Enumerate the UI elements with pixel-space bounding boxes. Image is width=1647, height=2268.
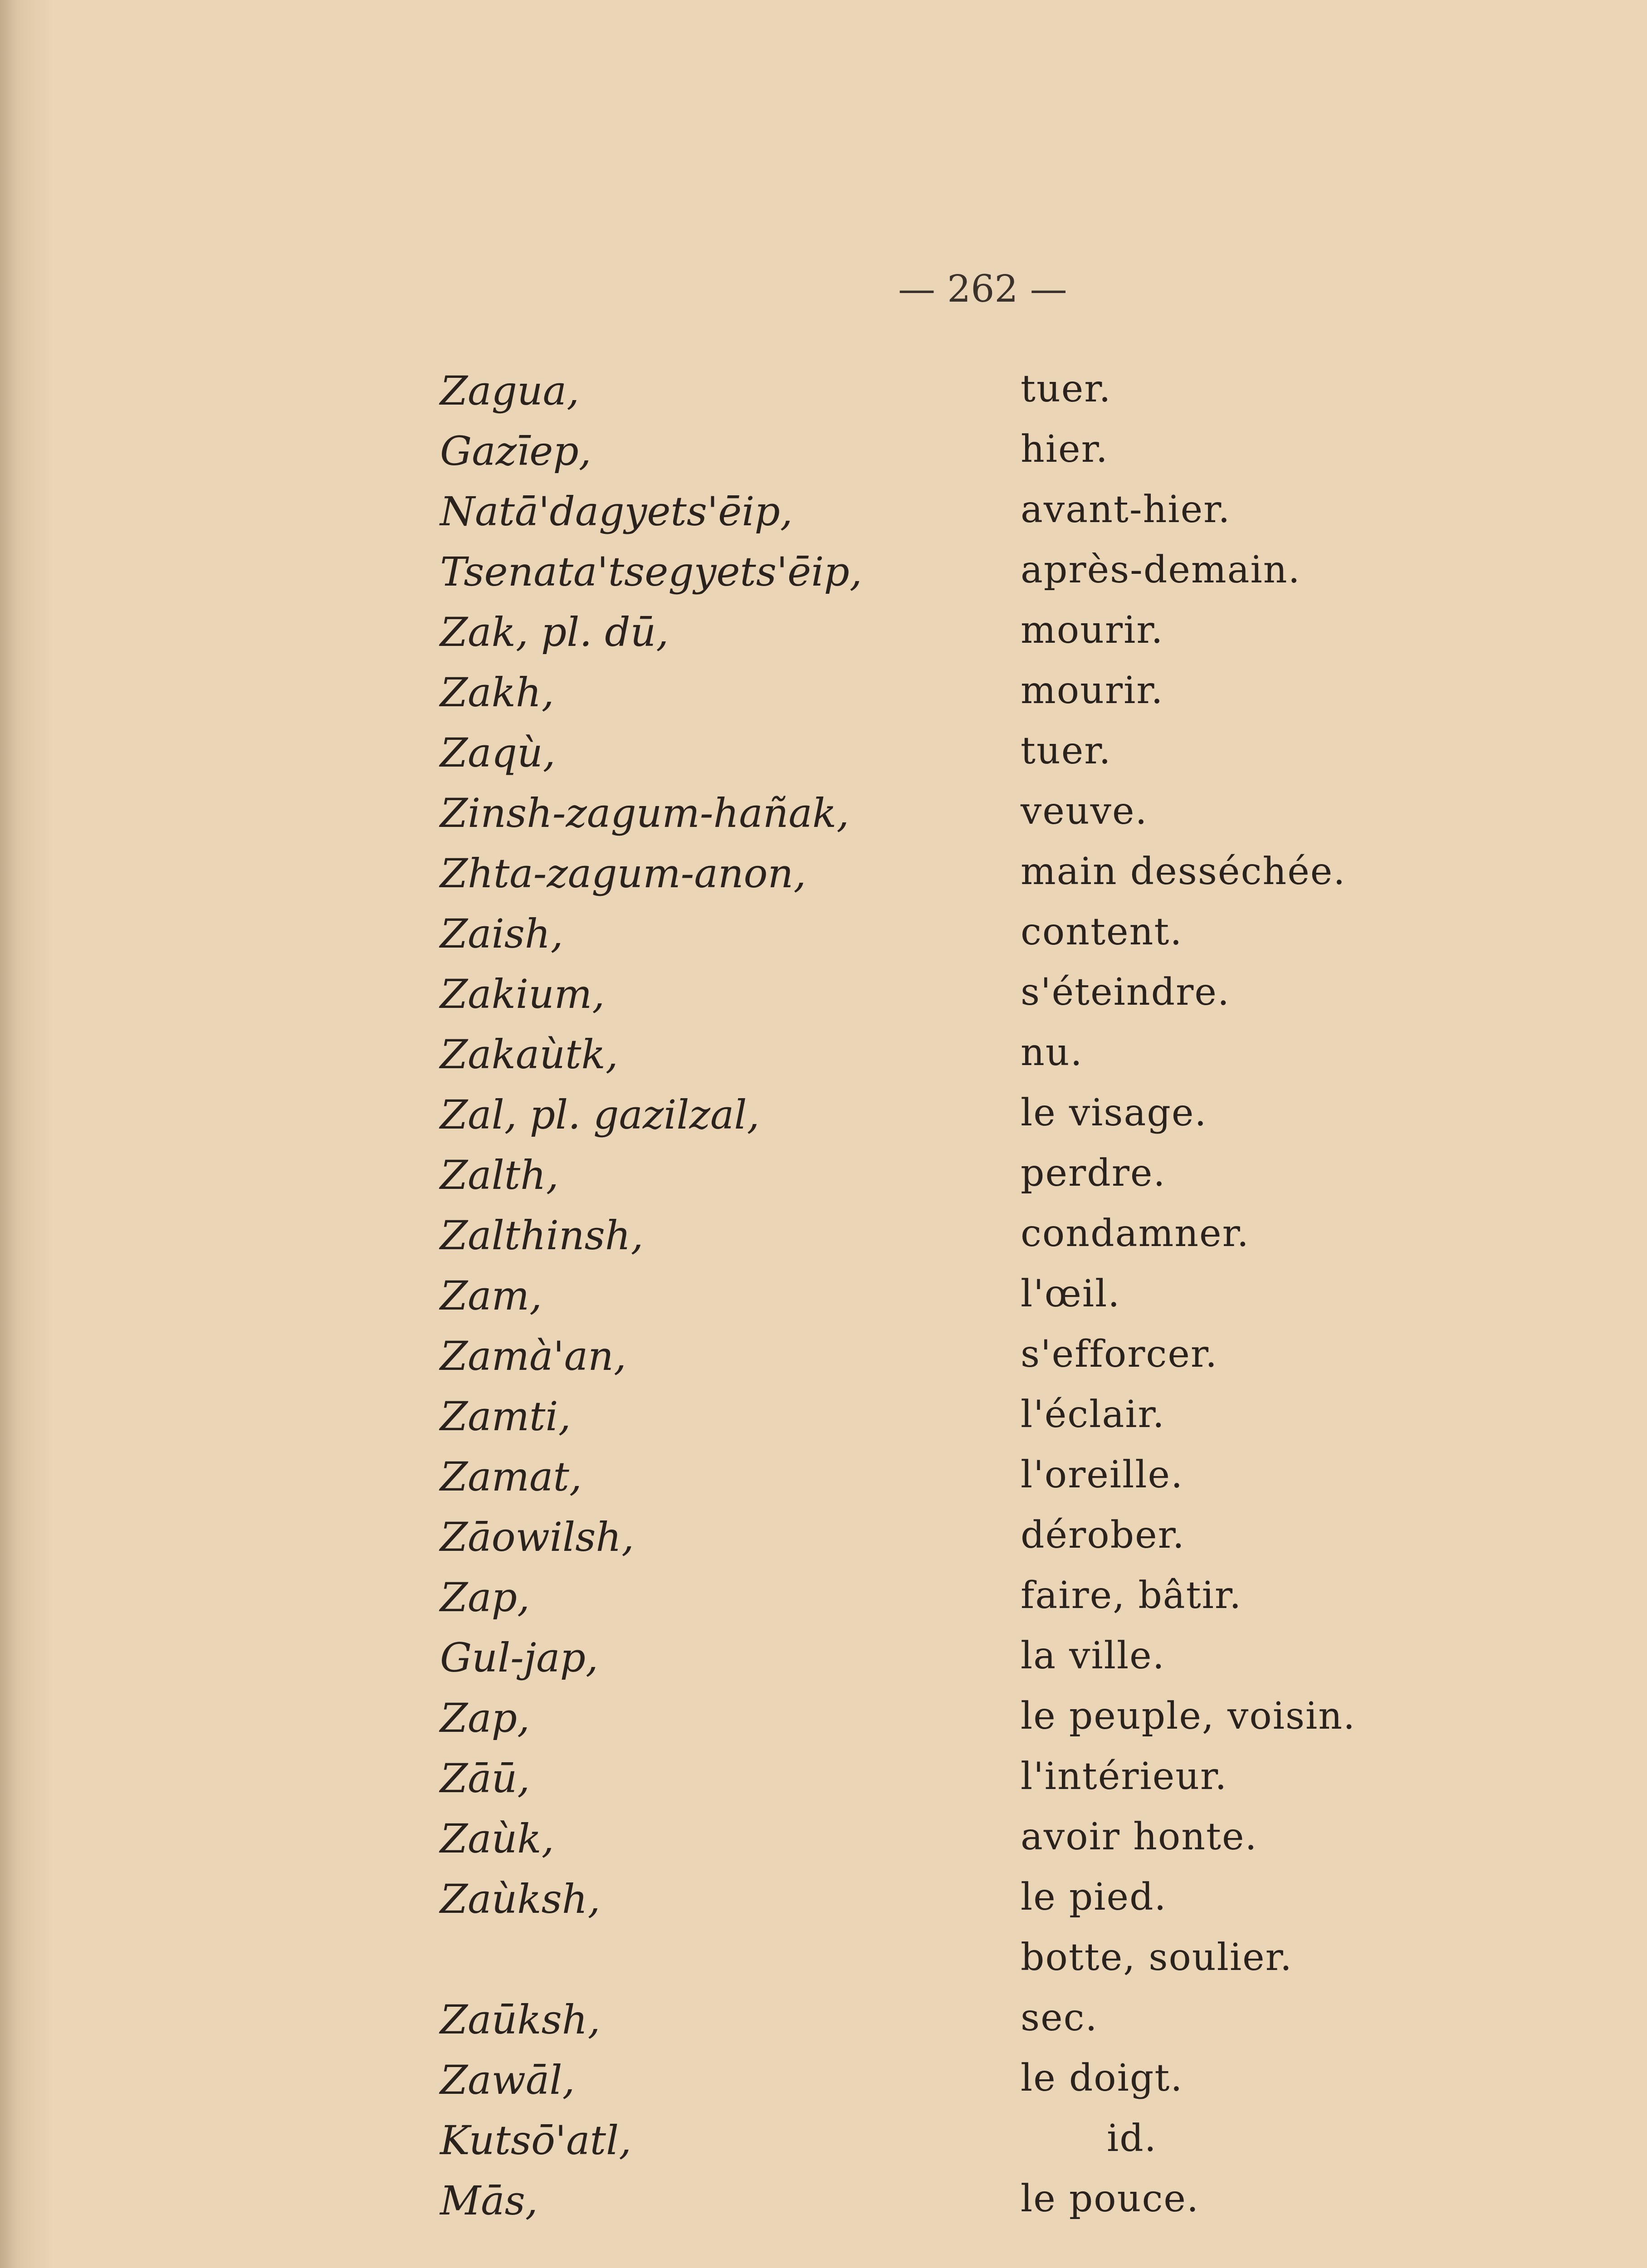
- entry-term: Zakh,: [440, 669, 554, 716]
- entry-term: Zamat,: [440, 1453, 582, 1500]
- entry-term: Natā'dagyets'ēip,: [440, 488, 793, 535]
- entry-term: Zal, pl. gazilzal,: [440, 1091, 760, 1138]
- entry-gloss: faire, bâtir.: [1021, 1574, 1242, 1617]
- entry-term: Zalth,: [440, 1152, 559, 1198]
- entry-gloss: le peuple, voisin.: [1021, 1695, 1356, 1738]
- entry-gloss: botte, soulier.: [1021, 1936, 1293, 1979]
- entry-term: Zap,: [440, 1695, 530, 1741]
- entry-gloss: condamner.: [1021, 1212, 1250, 1255]
- entry-gloss: dérober.: [1021, 1514, 1185, 1557]
- entry-term: Zakaùtk,: [440, 1031, 618, 1078]
- entry-gloss: main desséchée.: [1021, 850, 1346, 893]
- entry-gloss: perdre.: [1021, 1152, 1166, 1195]
- entry-gloss: s'éteindre.: [1021, 971, 1230, 1014]
- entry-term: Kutsō'atl,: [440, 2117, 632, 2164]
- entry-gloss: avant-hier.: [1021, 488, 1231, 531]
- entry-term: Zap,: [440, 1574, 530, 1621]
- entry-term: Zaùk,: [440, 1815, 554, 1862]
- entry-term: Zāū,: [440, 1755, 530, 1802]
- entry-term: Zāowilsh,: [440, 1514, 635, 1560]
- entry-term: Gazīep,: [440, 428, 591, 474]
- entry-term: Zamti,: [440, 1393, 571, 1440]
- entry-term: Zaùksh,: [440, 1876, 601, 1922]
- entry-gloss: après-demain.: [1021, 548, 1301, 591]
- entry-gloss: la ville.: [1021, 1634, 1165, 1677]
- entry-term: Gul-jap,: [440, 1634, 598, 1681]
- entry-term: Zhta-zagum-anon,: [440, 850, 806, 897]
- entry-gloss: tuer.: [1021, 367, 1112, 411]
- entry-gloss: mourir.: [1021, 669, 1164, 712]
- entry-gloss: l'intérieur.: [1021, 1755, 1228, 1798]
- entry-gloss: mourir.: [1021, 609, 1164, 652]
- entry-gloss: tuer.: [1021, 729, 1112, 772]
- entry-gloss: nu.: [1021, 1031, 1083, 1074]
- entry-gloss: hier.: [1021, 428, 1109, 471]
- entry-term: Zinsh-zagum-hañak,: [440, 790, 850, 836]
- entry-term: Tsenata'tsegyets'ēip,: [440, 548, 862, 595]
- entry-term: Zawāl,: [440, 2057, 575, 2103]
- entry-gloss: l'œil.: [1021, 1272, 1121, 1315]
- entry-term: Zaish,: [440, 910, 563, 957]
- entry-gloss: s'efforcer.: [1021, 1333, 1218, 1376]
- entry-term: Zaqù,: [440, 729, 556, 776]
- entry-gloss: content.: [1021, 910, 1183, 953]
- entry-gloss: l'oreille.: [1021, 1453, 1184, 1496]
- entry-term: Zagua,: [440, 367, 580, 414]
- entry-term: Zam,: [440, 1272, 542, 1319]
- entry-term: Zamà'an,: [440, 1333, 626, 1379]
- entry-term: Zaūksh,: [440, 1996, 601, 2043]
- entry-gloss: sec.: [1021, 1996, 1098, 2039]
- entry-gloss: le doigt.: [1021, 2057, 1183, 2100]
- entry-term: Mās,: [440, 2177, 538, 2224]
- entry-gloss: avoir honte.: [1021, 1815, 1258, 1858]
- entry-term: Zalthinsh,: [440, 1212, 644, 1259]
- entry-term: Zak, pl. dū,: [440, 609, 669, 655]
- entry-gloss: le pouce.: [1021, 2177, 1200, 2220]
- entry-gloss: veuve.: [1021, 790, 1148, 833]
- entry-gloss: l'éclair.: [1021, 1393, 1165, 1436]
- entry-term: Zakium,: [440, 971, 605, 1017]
- page-number: — 262 —: [898, 268, 1067, 311]
- entry-gloss: id.: [1107, 2117, 1157, 2160]
- entry-gloss: le visage.: [1021, 1091, 1207, 1134]
- entry-gloss: le pied.: [1021, 1876, 1167, 1919]
